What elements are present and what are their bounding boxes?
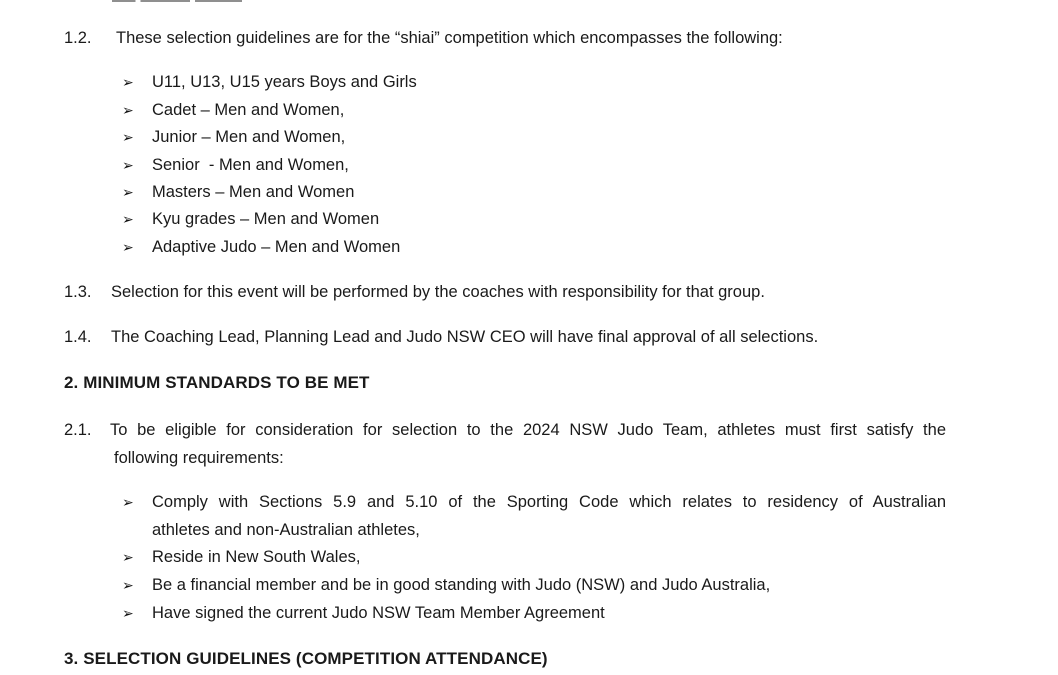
section-number-1-2: 1.2. — [64, 29, 92, 47]
section-1-4-text: The Coaching Lead, Planning Lead and Judo NSW CEO will have final approval of all selections. — [111, 328, 819, 346]
list-item: Kyu grades – Men and Women — [152, 210, 380, 228]
section-2-1-text-line1: To be eligible for consideration for selection to the 2024 NSW Judo Team, athletes must first satisfy the — [110, 421, 946, 439]
cropped-text-fragment — [112, 0, 242, 4]
list-item: Have signed the current Judo NSW Team Member Agreement — [152, 604, 605, 622]
arrow-bullet-icon: ➢ — [122, 549, 134, 565]
list-item: Adaptive Judo – Men and Women — [152, 238, 401, 256]
section-number-1-3: 1.3. — [64, 283, 92, 301]
arrow-bullet-icon: ➢ — [122, 102, 134, 118]
list-item: Cadet – Men and Women, — [152, 101, 345, 119]
arrow-bullet-icon: ➢ — [122, 129, 134, 145]
section-heading-2: 2. MINIMUM STANDARDS TO BE MET — [64, 373, 370, 392]
list-item: U11, U13, U15 years Boys and Girls — [152, 73, 417, 91]
arrow-bullet-icon: ➢ — [122, 239, 134, 255]
list-item: Reside in New South Wales, — [152, 548, 361, 566]
section-1-3-text: Selection for this event will be performed by the coaches with responsibility for that group. — [111, 283, 765, 301]
section-number-1-4: 1.4. — [64, 328, 92, 346]
list-item: Senior - Men and Women, — [152, 156, 349, 174]
section-1-2-text: These selection guidelines are for the “shiai” competition which encompasses the following: — [116, 29, 783, 47]
list-item: Be a financial member and be in good standing with Judo (NSW) and Judo Australia, — [152, 576, 771, 594]
arrow-bullet-icon: ➢ — [122, 494, 134, 510]
list-item: Junior – Men and Women, — [152, 128, 346, 146]
list-item: Masters – Men and Women — [152, 183, 355, 201]
section-2-1-text-line2: following requirements: — [114, 449, 284, 467]
arrow-bullet-icon: ➢ — [122, 211, 134, 227]
section-number-2-1: 2.1. — [64, 421, 92, 439]
list-item: Comply with Sections 5.9 and 5.10 of the Sporting Code which relates to residency of Australian — [152, 493, 946, 511]
arrow-bullet-icon: ➢ — [122, 74, 134, 90]
arrow-bullet-icon: ➢ — [122, 605, 134, 621]
list-item-continuation: athletes and non-Australian athletes, — [152, 521, 420, 539]
arrow-bullet-icon: ➢ — [122, 157, 134, 173]
section-heading-3: 3. SELECTION GUIDELINES (COMPETITION ATTENDANCE) — [64, 649, 548, 668]
arrow-bullet-icon: ➢ — [122, 184, 134, 200]
arrow-bullet-icon: ➢ — [122, 577, 134, 593]
